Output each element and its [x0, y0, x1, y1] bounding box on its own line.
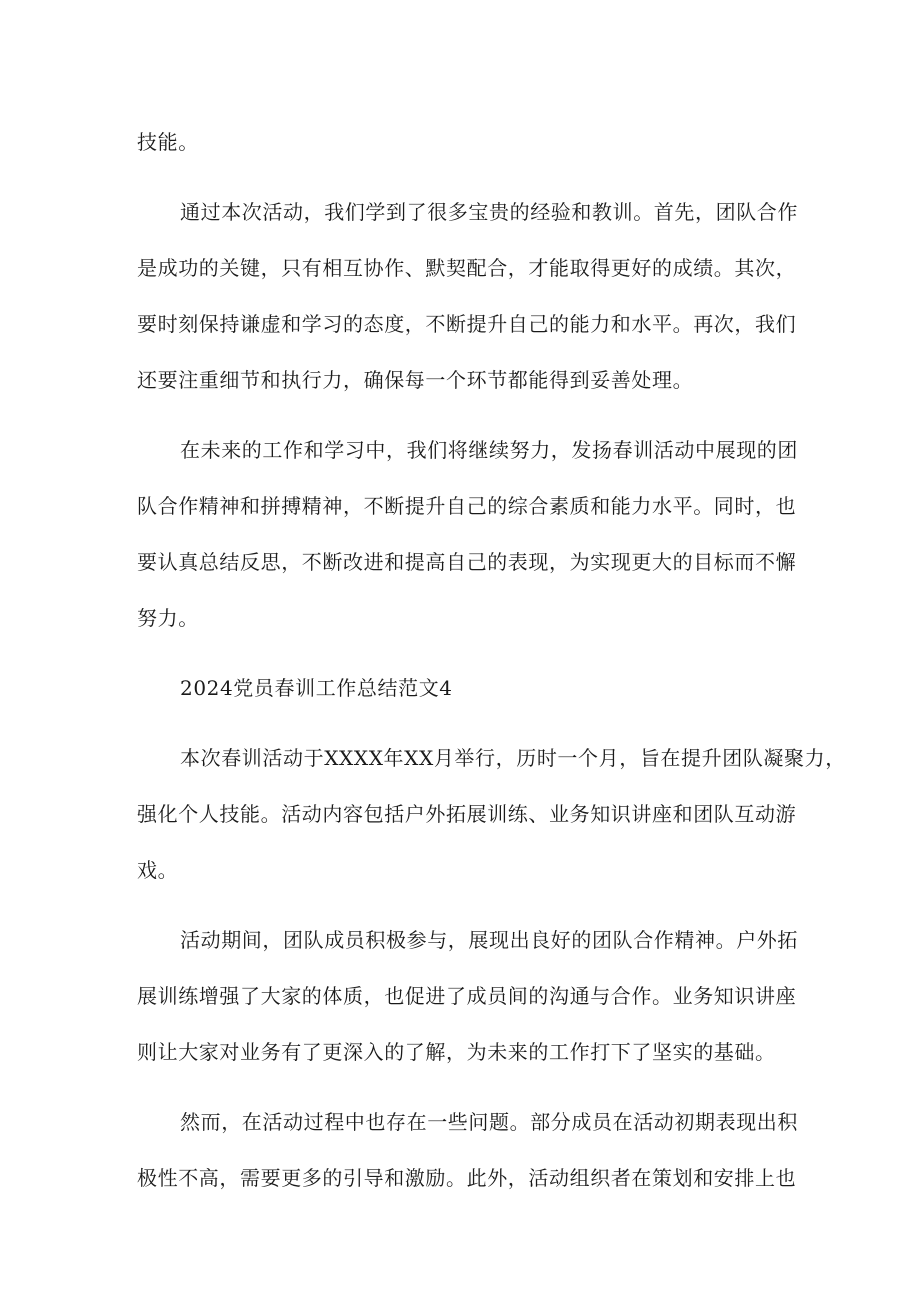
paragraph-line: 努力。 [137, 606, 199, 630]
paragraph-line: 戏。 [137, 858, 179, 882]
paragraph-line: 活动期间，团队成员积极参与，展现出良好的团队合作精神。户外拓 [180, 928, 798, 952]
paragraph-line: 队合作精神和拼搏精神，不断提升自己的综合素质和能力水平。同时，也 [137, 494, 797, 518]
paragraph-line: 在未来的工作和学习中，我们将继续努力，发扬春训活动中展现的团 [180, 438, 798, 462]
paragraph-line: 强化个人技能。活动内容包括户外拓展训练、业务知识讲座和团队互动游 [137, 802, 797, 826]
section-heading: 2024党员春训工作总结范文4 [180, 676, 453, 700]
paragraph-line: 要时刻保持谦虚和学习的态度，不断提升自己的能力和水平。再次，我们 [137, 312, 797, 336]
paragraph-line: 是成功的关键，只有相互协作、默契配合，才能取得更好的成绩。其次， [137, 256, 797, 280]
paragraph-line: 展训练增强了大家的体质，也促进了成员间的沟通与合作。业务知识讲座 [137, 984, 797, 1008]
paragraph-line: 极性不高，需要更多的引导和激励。此外，活动组织者在策划和安排上也 [137, 1166, 797, 1190]
paragraph-line: 然而，在活动过程中也存在一些问题。部分成员在活动初期表现出积 [180, 1110, 798, 1134]
paragraph-line: 要认真总结反思，不断改进和提高自己的表现，为实现更大的目标而不懈 [137, 550, 797, 574]
paragraph-line: 通过本次活动，我们学到了很多宝贵的经验和教训。首先，团队合作 [180, 200, 798, 224]
paragraph-line: 本次春训活动于XXXX年XX月举行，历时一个月，旨在提升团队凝聚力， [180, 746, 846, 770]
paragraph-line: 则让大家对业务有了更深入的了解，为未来的工作打下了坚实的基础。 [137, 1040, 776, 1064]
paragraph-line: 还要注重细节和执行力，确保每一个环节都能得到妥善处理。 [137, 368, 694, 392]
paragraph-line: 技能。 [137, 130, 199, 154]
